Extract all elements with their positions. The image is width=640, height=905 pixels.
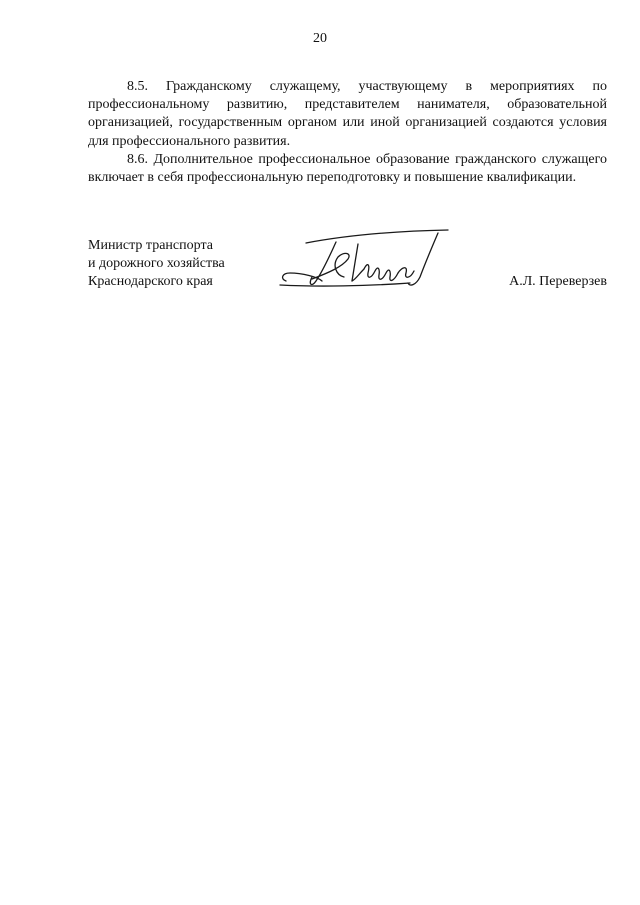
paragraph-8-6: 8.6. Дополнительное профессиональное образование гражданского служащего включает в себя профессиональную переподготовку и повышение квалификации. <box>88 151 607 186</box>
signer-position-line: Краснодарского края <box>88 274 213 290</box>
signature-block <box>88 237 607 297</box>
signer-position <box>88 237 288 292</box>
page-number: 20 <box>313 31 327 46</box>
signer-position-line: и дорожного хозяйства <box>88 256 225 272</box>
signer-name: А.Л. Переверзев <box>509 274 607 289</box>
handwritten-signature-icon <box>278 229 453 297</box>
paragraph-8-5: 8.5. Гражданскому служащему, участвующему в мероприятиях по профессиональному развитию, представителем нанимателя, образовательной организацией, государственным органом или иной организацией создаются условия для профессионального развития. <box>88 79 607 149</box>
body-text <box>88 78 607 187</box>
signer-position-line: Министр транспорта <box>88 238 213 253</box>
